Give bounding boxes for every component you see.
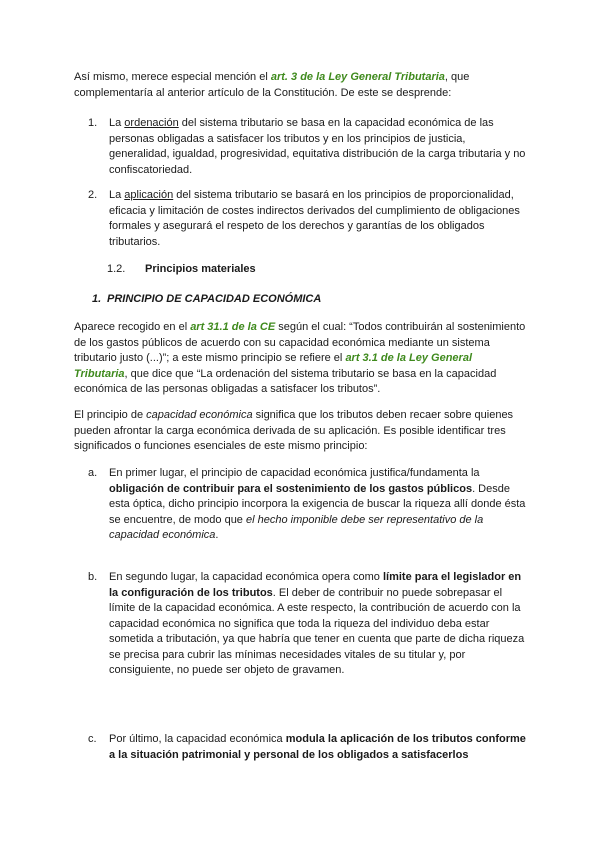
underlined-term: aplicación [124, 189, 174, 201]
law-reference-link[interactable]: art. 3 de la Ley General Tributaria [270, 71, 445, 83]
underlined-term: ordenación [124, 117, 179, 129]
ce-reference-link[interactable]: art 31.1 de la CE [190, 321, 276, 333]
bold-phrase: límite para el legislador en la configuración de los tributos [109, 571, 522, 599]
list-number: 2. [88, 189, 98, 201]
bold-phrase: modula la aplicación de los tributos conforme a la situación patrimonial y personal de los obligados a satisfacerlos [109, 733, 526, 761]
lgt-reference-link[interactable]: art 3.1 de la Ley General Tributaria [74, 352, 473, 380]
section-heading: 1. PRINCIPIO DE CAPACIDAD ECONÓMICA [92, 293, 322, 305]
bold-phrase: obligación de contribuir para el sostenimiento de los gastos públicos [109, 482, 473, 495]
list-item: 2. La aplicación del sistema tributario se basará en los principios de proporcionalidad, eficacia y limitación de costes indirectos derivados del cumplimiento de obligaciones formales y asegurará el respeto de los derechos y garantías de los obligados tributarios. [88, 189, 520, 248]
intro-paragraph [74, 70, 528, 101]
italic-phrase: el hecho imponible debe ser representativo de la capacidad económica [109, 513, 484, 541]
list-letter: c. [88, 733, 97, 745]
list-letter: b. [88, 571, 98, 583]
intro-text-end: , que complementaría al anterior artículo de la Constitución. De este se desprende: [74, 71, 470, 99]
list-item: a. En primer lugar, el principio de capacidad económica justifica/fundamenta la obligación de contribuir para el sostenimiento de los gastos públicos. Desde esta óptica, dicho principio incorpora la exigencia de buscar la riqueza allí donde ésta se encuentre, de modo que el hecho imponible debe ser representativo de la capacidad económica. [88, 467, 526, 541]
list-item: c. Por último, la capacidad económica modula la aplicación de los tributos conforme a la situación patrimonial y personal de los obligados a satisfacerlos [88, 733, 526, 761]
italic-term: capacidad económica [146, 409, 253, 421]
paragraph-constitution: Aparece recogido en el art 31.1 de la CE según el cual: “Todos contribuirán al sostenimiento de los gastos públicos de acuerdo con su capacidad económica mediante un sistema tributario justo (...)”; a este mismo principio se refiere el art 3.1 de la Ley General Tributaria, que dice que “La ordenación del sistema tributario se basa en la capacidad económica de las personas obligadas a satisfacer los tributos”. [74, 321, 526, 395]
list-item: b. En segundo lugar, la capacidad económica opera como límite para el legislador en la configuración de los tributos. El deber de contribuir no puede sobrepasar el límite de la capacidad económica. A este respecto, la contribución de acuerdo con la capacidad económica no significa que toda la riqueza del individuo deba estar sometida a tributación, ya que habría que tener en cuenta que parte de dicha riqueza se precisa para cubrir las mínimas necesidades vitales de su titular y, por consiguiente, no puede ser objeto de gravamen. [88, 571, 525, 676]
list-letter: a. [88, 467, 98, 479]
paragraph-principle: El principio de capacidad económica significa que los tributos deben recaer sobre quienes pueden afrontar la carga económica derivada de su aplicación. Es posible identificar tres significados o funciones esenciales de este mismo principio: [74, 409, 514, 452]
list-item: 1. La ordenación del sistema tributario se basa en la capacidad económica de las personas obligadas a satisfacer los tributos y en los principios de justicia, generalidad, igualdad, progresividad, equitativa distribución de la carga tributaria y no confiscatoriedad. [88, 117, 526, 176]
list-number: 1. [88, 117, 98, 129]
intro-text: Así mismo, merece especial mención el [74, 71, 271, 83]
subsection-heading: 1.2. Principios materiales [107, 263, 256, 275]
